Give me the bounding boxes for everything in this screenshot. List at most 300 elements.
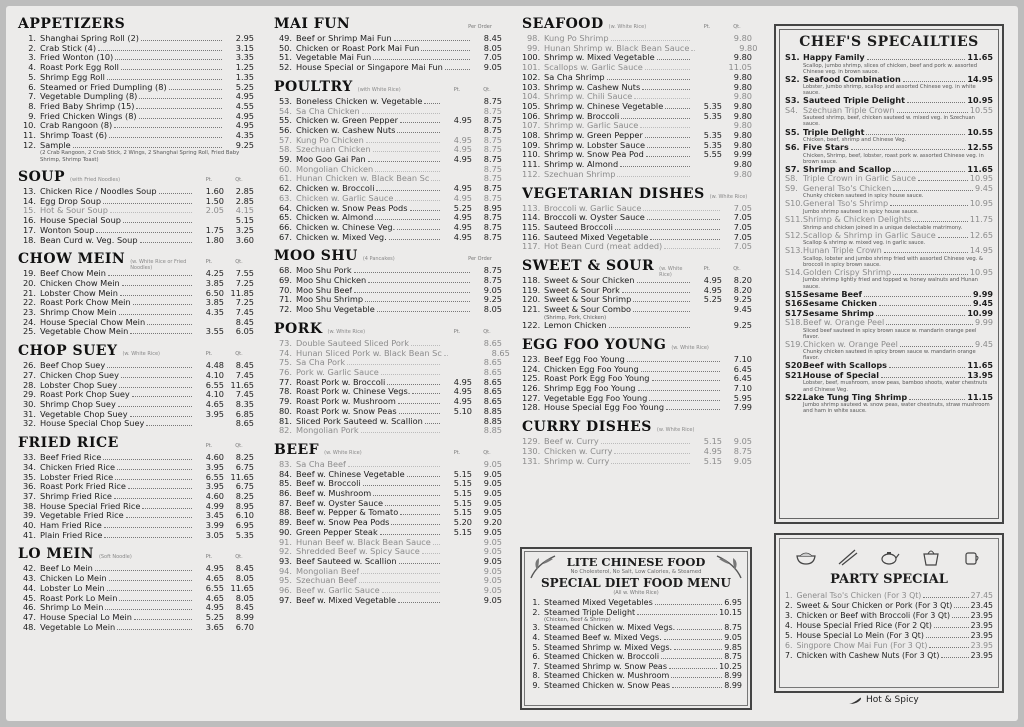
menu-item[interactable] xyxy=(18,131,254,141)
item-name: Roast Pork w. Mushroom xyxy=(296,397,396,407)
chef-special-item[interactable] xyxy=(785,371,993,381)
item-price: 8.75 xyxy=(483,144,502,155)
item-name: Hot & Sour Soup xyxy=(40,206,108,216)
item-number: 71. xyxy=(278,294,292,305)
menu-item[interactable] xyxy=(18,141,254,151)
item-price: 9.80 xyxy=(733,110,752,121)
section-title: SWEET & SOUR xyxy=(522,258,655,275)
chef-special-item[interactable] xyxy=(785,340,993,350)
dot-leader xyxy=(385,505,440,506)
section-title: CURRY DISHES xyxy=(522,419,652,436)
item-name: Crab Stick (4) xyxy=(40,43,97,53)
item-pint-price: 3.05 xyxy=(205,529,224,540)
item-number: S11. xyxy=(785,214,804,225)
item-number: S1. xyxy=(785,52,800,62)
menu-item[interactable] xyxy=(18,83,254,93)
item-price: 7.45 xyxy=(235,369,254,380)
dot-leader xyxy=(637,614,717,615)
section-title: CHOP SUEY xyxy=(18,343,118,360)
dot-leader xyxy=(114,127,222,128)
item-description: Lobster, beef, mushroom, snow peas, bamboo shoots, water chestnuts and Chinese Veg. xyxy=(803,380,988,393)
item-pint-price: 6.55 xyxy=(205,582,224,593)
item-name: Sesame Shrimp xyxy=(803,307,874,318)
menu-item[interactable] xyxy=(522,53,752,63)
dot-leader xyxy=(362,113,440,114)
item-name: Roast Pork Lo Mein xyxy=(40,593,118,603)
menu-item[interactable] xyxy=(18,327,254,337)
dot-leader xyxy=(348,466,440,467)
menu-item[interactable] xyxy=(18,102,254,112)
hot-spicy-label: Hot & Spicy xyxy=(866,695,919,705)
item-pint-price: 5.55 xyxy=(703,149,722,160)
menu-item[interactable] xyxy=(274,339,502,349)
item-number: 5. xyxy=(28,71,36,82)
lite-menu-item[interactable] xyxy=(530,623,742,633)
item-name: Wonton Soup xyxy=(40,225,95,235)
lite-menu-item[interactable] xyxy=(530,608,742,618)
item-name: Beef w. Chinese Vegetable xyxy=(296,469,405,479)
item-number: S2. xyxy=(785,73,800,84)
item-description: Scallop, jumbo shrimp, slices of chicken, beef and pork w. assorted Chinese veg. in brown sauce. xyxy=(803,62,978,75)
section-size-columns xyxy=(458,24,502,30)
item-price: 4.35 xyxy=(235,130,254,141)
chef-special-item[interactable] xyxy=(785,143,993,153)
item-price: 11.75 xyxy=(969,214,993,225)
item-number: 129. xyxy=(522,436,541,447)
menu-item[interactable] xyxy=(522,223,752,233)
item-name: Roast Pork w. Snow Peas xyxy=(296,406,397,416)
menu-item[interactable] xyxy=(522,242,752,252)
size-column-label: Pt. xyxy=(453,328,461,335)
item-pint-price: 5.25 xyxy=(453,202,472,213)
item-pint-price: 3.95 xyxy=(205,461,224,472)
item-number: 12. xyxy=(22,139,36,150)
item-price: 10.99 xyxy=(967,307,993,318)
item-name: Shrimp w. Lobster Sauce xyxy=(544,140,645,150)
chef-special-item[interactable] xyxy=(785,128,993,138)
item-number: 70. xyxy=(278,284,292,295)
menu-item[interactable] xyxy=(18,419,254,429)
item-pint-price: 3.65 xyxy=(205,621,224,632)
item-number: 6. xyxy=(785,641,793,650)
size-column-label: Per Order xyxy=(468,256,492,263)
section-header xyxy=(274,442,502,459)
section-title: LO MEIN xyxy=(18,546,94,563)
item-number: 72. xyxy=(278,304,292,315)
item-number: 53. xyxy=(278,95,292,106)
menu-item[interactable] xyxy=(522,457,752,467)
item-price: 8.75 xyxy=(483,212,502,223)
menu-item[interactable] xyxy=(522,321,752,331)
menu-item[interactable] xyxy=(522,305,752,315)
item-pint-price: 1.60 xyxy=(205,186,224,197)
item-number: 5. xyxy=(532,642,540,652)
dot-leader xyxy=(118,406,192,407)
item-name: Shrimp Chow Mein xyxy=(40,308,117,318)
menu-item[interactable] xyxy=(522,204,752,214)
item-name: Chicken with Cashew Nuts (For 3 Qt) xyxy=(796,651,940,660)
size-column-label: Pt. xyxy=(205,443,213,450)
party-special-item[interactable] xyxy=(785,621,993,631)
item-price: 6.95 xyxy=(235,520,254,531)
dot-leader xyxy=(366,142,440,143)
item-price: 9.05 xyxy=(483,488,502,499)
chef-special-item[interactable] xyxy=(785,246,993,256)
menu-item[interactable] xyxy=(18,308,254,318)
dot-leader xyxy=(397,229,440,230)
dot-leader xyxy=(146,425,192,426)
menu-item[interactable] xyxy=(522,365,752,375)
section-title: CHOW MEIN xyxy=(18,251,126,268)
item-name: Lobster Fried Rice xyxy=(40,472,114,482)
menu-item[interactable] xyxy=(18,44,254,54)
menu-item[interactable] xyxy=(522,233,752,243)
item-number: S18. xyxy=(785,317,804,328)
item-name: Mongolian Beef xyxy=(296,566,360,576)
item-pint-price: 4.95 xyxy=(453,396,472,407)
menu-item[interactable] xyxy=(274,567,502,577)
menu-item[interactable] xyxy=(18,63,254,73)
menu-item[interactable] xyxy=(18,34,254,44)
dot-leader xyxy=(952,617,969,618)
chopsticks-icon xyxy=(836,548,858,566)
item-pint-price: 4.95 xyxy=(453,212,472,223)
item-pint-price: 4.95 xyxy=(703,275,722,286)
item-name: Chicken w. Mixed Veg. xyxy=(296,232,387,242)
menu-item[interactable] xyxy=(522,374,752,384)
dot-leader xyxy=(444,355,448,356)
menu-item[interactable] xyxy=(522,384,752,394)
chef-special-item[interactable] xyxy=(785,393,993,403)
menu-item[interactable] xyxy=(522,160,752,170)
menu-item[interactable] xyxy=(274,426,502,436)
menu-item[interactable] xyxy=(274,286,502,296)
item-pint-price: 6.55 xyxy=(205,471,224,482)
item-name: House Special Soup xyxy=(40,216,121,226)
dot-leader xyxy=(664,248,720,249)
chef-special-item[interactable] xyxy=(785,106,993,116)
item-number: 111. xyxy=(522,159,541,170)
chef-special-item[interactable] xyxy=(785,318,993,328)
menu-item[interactable] xyxy=(18,236,254,246)
item-name: Shrimp Fried Rice xyxy=(40,491,112,501)
item-number: 31. xyxy=(22,408,36,419)
chef-special-item[interactable] xyxy=(785,75,993,85)
item-number: 69. xyxy=(278,275,292,286)
item-number: 127. xyxy=(522,392,541,403)
item-price: 9.05 xyxy=(483,458,502,469)
menu-item[interactable] xyxy=(18,623,254,633)
party-special-item[interactable] xyxy=(785,601,993,611)
menu-item[interactable] xyxy=(18,410,254,420)
chef-special-item[interactable] xyxy=(785,53,993,63)
item-price: 4.95 xyxy=(235,120,254,131)
dot-leader xyxy=(110,212,192,213)
section-size-columns xyxy=(194,259,254,265)
item-pint-price: 3.95 xyxy=(205,481,224,492)
item-price: 8.65 xyxy=(235,418,254,429)
item-number: 27. xyxy=(22,369,36,380)
menu-item[interactable] xyxy=(522,34,752,44)
menu-item[interactable] xyxy=(522,355,752,365)
dot-leader xyxy=(159,193,192,194)
size-column-label: Pt. xyxy=(205,351,213,358)
menu-item[interactable] xyxy=(522,63,752,73)
item-name: Pork w. Garlic Sauce xyxy=(296,367,379,377)
item-number: 93. xyxy=(278,555,292,566)
dot-leader xyxy=(614,453,690,454)
chef-special-item[interactable] xyxy=(785,215,993,225)
dot-leader xyxy=(867,59,966,60)
menu-item[interactable] xyxy=(522,73,752,83)
item-number: 1. xyxy=(28,33,36,43)
item-number: 86. xyxy=(278,488,292,499)
section-header xyxy=(18,251,254,272)
dot-leader xyxy=(609,327,690,328)
item-name: General Tso's Chicken xyxy=(803,182,892,193)
item-name: Roast Pork w. Chinese Vegs. xyxy=(296,387,411,397)
menu-item[interactable] xyxy=(274,407,502,417)
section-header xyxy=(18,546,254,563)
lite-menu-item[interactable] xyxy=(530,633,742,643)
menu-item[interactable] xyxy=(274,233,502,243)
item-name: Shrimp w. Chili Sauce xyxy=(544,92,633,102)
menu-item[interactable] xyxy=(522,83,752,93)
menu-item[interactable] xyxy=(274,417,502,427)
dot-leader xyxy=(645,137,690,138)
item-number: S16. xyxy=(785,298,806,309)
item-price: 8.65 xyxy=(483,376,502,387)
lite-menu-item[interactable] xyxy=(530,598,742,608)
menu-item[interactable] xyxy=(18,121,254,131)
item-pint-price: 4.95 xyxy=(453,231,472,242)
item-price: 9.05 xyxy=(724,633,742,643)
menu-item[interactable] xyxy=(274,53,502,63)
item-number: 83. xyxy=(278,458,292,469)
item-name: Sauteed Mixed Vegetable xyxy=(544,232,649,242)
item-price: 23.95 xyxy=(970,641,993,650)
item-number: 40. xyxy=(22,520,36,531)
menu-item[interactable] xyxy=(274,528,502,538)
item-name: Lemon Chicken xyxy=(544,321,607,331)
menu-item[interactable] xyxy=(18,206,254,216)
item-number: 99. xyxy=(526,42,540,53)
item-price: 6.45 xyxy=(733,363,752,374)
item-name: Shrimp Chop Suey xyxy=(40,399,116,409)
dot-leader xyxy=(671,677,722,678)
menu-item[interactable] xyxy=(18,53,254,63)
item-description: (Shrimp, Pork, Chicken) xyxy=(544,314,607,321)
party-special-item[interactable] xyxy=(785,611,993,621)
item-price: 9.80 xyxy=(733,81,752,92)
menu-item[interactable] xyxy=(274,276,502,286)
menu-item[interactable] xyxy=(522,394,752,404)
item-name: Moo Shu Chicken xyxy=(296,276,367,286)
menu-item[interactable] xyxy=(274,586,502,596)
item-price: 10.95 xyxy=(967,95,993,106)
dot-leader xyxy=(368,161,440,162)
section-title: EGG FOO YOUNG xyxy=(522,336,667,353)
item-price: 11.65 xyxy=(230,379,254,390)
party-special-item[interactable] xyxy=(785,641,993,651)
dot-leader xyxy=(672,687,722,688)
chef-special-item[interactable] xyxy=(785,184,993,194)
menu-item[interactable] xyxy=(274,305,502,315)
menu-item[interactable] xyxy=(274,44,502,54)
item-name: Steamed Shrimp w. Snow Peas xyxy=(544,661,668,671)
section-size-columns xyxy=(458,256,502,262)
item-name: Broccoli w. Garlic Sauce xyxy=(544,203,642,213)
item-name: Vegetable Chop Suey xyxy=(40,409,128,419)
menu-item[interactable] xyxy=(522,213,752,223)
size-column-label: Pt. xyxy=(205,554,213,561)
item-name: Shrimp w. Broccoli xyxy=(544,111,620,121)
dot-leader xyxy=(347,364,440,365)
item-price: 9.80 xyxy=(733,120,752,131)
item-number: 30. xyxy=(22,398,36,409)
item-number: 4. xyxy=(28,62,36,73)
dot-leader xyxy=(666,409,720,410)
item-description: Scallop & shrimp w. mixed veg. in garlic sauce. xyxy=(803,240,926,247)
menu-item[interactable] xyxy=(274,596,502,606)
menu-item[interactable] xyxy=(274,165,502,175)
menu-item[interactable] xyxy=(522,170,752,180)
menu-item[interactable] xyxy=(274,266,502,276)
dot-leader xyxy=(941,657,968,658)
menu-item[interactable] xyxy=(274,557,502,567)
lite-menu-item[interactable] xyxy=(530,671,742,681)
item-price: 7.05 xyxy=(733,221,752,232)
party-special-item[interactable] xyxy=(785,591,993,601)
item-number: 106. xyxy=(522,110,541,121)
item-number: 85. xyxy=(278,478,292,489)
lite-menu-item[interactable] xyxy=(530,662,742,672)
section-title: POULTRY xyxy=(274,78,353,95)
menu-item[interactable] xyxy=(274,576,502,586)
menu-item[interactable] xyxy=(274,155,502,165)
menu-item[interactable] xyxy=(274,358,502,368)
item-price: 23.95 xyxy=(970,611,993,620)
rice-bowl-icon xyxy=(795,548,817,566)
dot-leader xyxy=(96,232,192,233)
item-name: Steamed Chicken w. Mixed Vegs. xyxy=(544,623,676,633)
item-price: 13.95 xyxy=(967,369,993,380)
dot-leader xyxy=(677,629,722,630)
menu-item[interactable] xyxy=(274,34,502,44)
item-pint-price: 4.95 xyxy=(205,563,224,574)
item-number: 4. xyxy=(532,633,540,643)
item-price: 8.75 xyxy=(483,154,502,165)
lite-food-subtitle: No Cholesterol, No Salt, Low Calories, & Steamed xyxy=(570,569,702,575)
item-name: Kung Po Chicken xyxy=(296,135,364,145)
section-size-columns xyxy=(442,329,502,335)
dot-leader xyxy=(397,132,440,133)
lite-menu-item[interactable] xyxy=(530,643,742,653)
item-name: Beef w. Curry xyxy=(544,437,599,447)
menu-item[interactable] xyxy=(274,63,502,73)
menu-item[interactable] xyxy=(18,73,254,83)
item-price: 6.75 xyxy=(235,461,254,472)
party-special-item[interactable] xyxy=(785,651,993,661)
menu-item[interactable] xyxy=(18,531,254,541)
item-name: Beef w. Mushroom xyxy=(296,489,372,499)
menu-item[interactable] xyxy=(274,116,502,126)
menu-item[interactable] xyxy=(274,547,502,557)
dot-leader xyxy=(611,463,690,464)
section-note: (w. White Rice) xyxy=(709,193,748,200)
item-price: 7.45 xyxy=(235,307,254,318)
item-name: Lobster Chop Suey xyxy=(40,380,118,390)
item-name: Shrimp Toast (6) xyxy=(40,131,108,141)
menu-item[interactable] xyxy=(522,150,752,160)
item-price: 8.75 xyxy=(483,163,502,174)
party-special-item[interactable] xyxy=(785,631,993,641)
item-name: House Special Fried Rice (For 2 Qt) xyxy=(796,621,932,630)
item-name: Szechuan Triple Crown xyxy=(803,104,895,115)
item-description: (2 Crab Rangoon, 2 Crab Stick, 2 Wings, 2 Shanghai Spring Roll, Fried Baby Shrimp, Shrimp Toast) xyxy=(40,150,240,163)
item-pint-price: 4.25 xyxy=(205,268,224,279)
lite-menu-item[interactable] xyxy=(530,652,742,662)
item-number: 35. xyxy=(22,471,36,482)
menu-item[interactable] xyxy=(18,112,254,122)
dot-leader xyxy=(398,403,440,404)
item-number: 102. xyxy=(522,71,541,82)
dot-leader xyxy=(387,384,440,385)
menu-item[interactable] xyxy=(274,347,510,359)
menu-section-seafood xyxy=(522,16,758,180)
menu-item[interactable] xyxy=(274,538,502,548)
dot-leader xyxy=(120,295,192,296)
menu-item[interactable] xyxy=(522,112,752,122)
dot-leader xyxy=(107,590,192,591)
item-number: 32. xyxy=(22,418,36,429)
menu-item[interactable] xyxy=(274,97,502,107)
size-column-label: Per Order xyxy=(468,24,492,30)
item-price: 2.95 xyxy=(235,33,254,43)
chef-special-item[interactable] xyxy=(785,268,993,278)
menu-item[interactable] xyxy=(522,42,758,54)
menu-item[interactable] xyxy=(274,295,502,305)
section-header xyxy=(522,258,752,279)
dot-leader xyxy=(140,242,192,243)
item-name: Beef w. Mixed Vegetable xyxy=(296,595,397,605)
lite-menu-item[interactable] xyxy=(530,681,742,691)
item-name: Vegetable Dumpling (8) xyxy=(40,92,138,102)
menu-item[interactable] xyxy=(522,403,752,413)
item-price: 7.45 xyxy=(235,389,254,400)
item-price: 11.65 xyxy=(230,582,254,593)
item-pint-price: 3.99 xyxy=(205,520,224,531)
dot-leader xyxy=(381,374,440,375)
item-number: 2. xyxy=(785,601,793,610)
item-name: Shanghai Spring Roll (2) xyxy=(40,34,139,43)
item-number: 33. xyxy=(22,452,36,463)
menu-item[interactable] xyxy=(18,92,254,102)
item-pint-price: 5.15 xyxy=(453,468,472,479)
dot-leader xyxy=(108,275,192,276)
item-name: Sliced Pork Sauteed w. Scallion xyxy=(296,416,423,426)
item-name: Steamed Chicken w. Mushroom xyxy=(544,671,670,681)
menu-item[interactable] xyxy=(522,295,752,305)
chef-special-item[interactable] xyxy=(785,231,993,241)
dot-leader xyxy=(104,537,192,538)
item-description: Jumbo shrimp sauteed w. snow peas, water chestnuts, straw mushroom and ham in white sauce. xyxy=(803,402,990,415)
item-price: 8.65 xyxy=(483,366,502,377)
chef-special-item[interactable] xyxy=(785,199,993,209)
item-pint-price: 5.35 xyxy=(703,130,722,141)
item-number: 114. xyxy=(522,212,541,223)
item-price: 10.25 xyxy=(719,661,742,671)
